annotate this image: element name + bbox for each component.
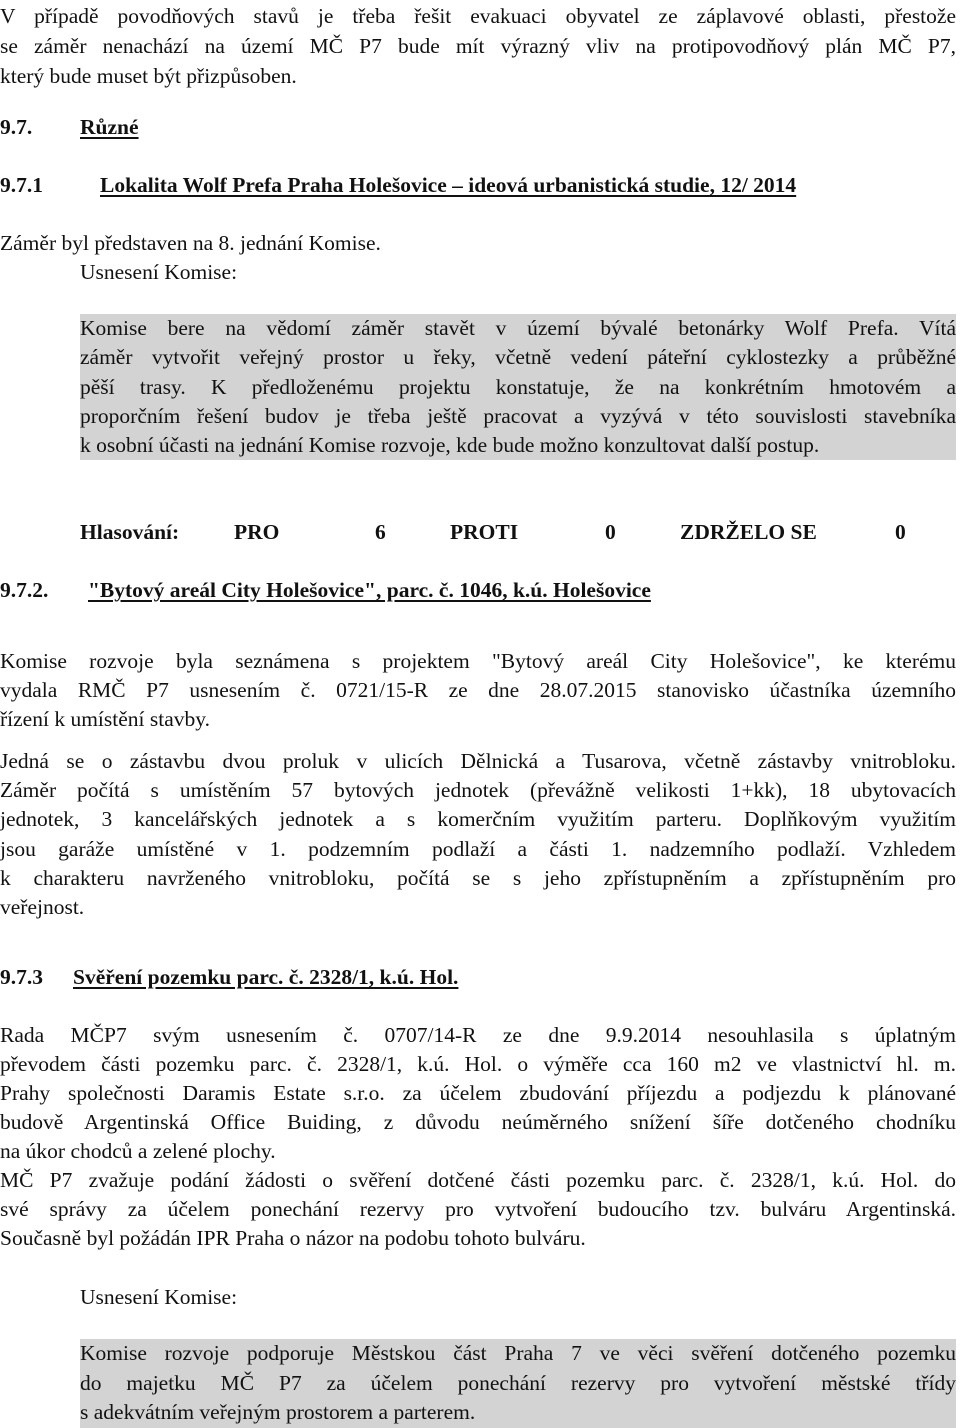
intro-line-2: se záměr nenachází na území MČ P7 bude mít výrazný vliv na protipovodňový plán MČ P7, xyxy=(0,34,956,58)
section-title: Různé xyxy=(80,115,139,139)
item-972-para2-line-5: k charakteru navrženého vnitrobloku, počítá se s jeho zpřístupněním a zpřístupněním pro xyxy=(0,866,956,890)
item-973-number: 9.7.3 xyxy=(0,965,43,989)
item-971-resolution-line-5: k osobní účasti na jednání Komise rozvoje, kde bude možno konzultovat další postup. xyxy=(80,433,820,457)
item-973-para-line-1: Rada MČP7 svým usnesením č. 0707/14-R ze dne 9.9.2014 nesouhlasila s úplatným xyxy=(0,1023,956,1047)
item-972-para1-line-2: vydala RMČ P7 usnesením č. 0721/15-R ze dne 28.07.2015 stanovisko účastníka územního xyxy=(0,678,956,702)
item-972-title: "Bytový areál City Holešovice", parc. č. 1046, k.ú. Holešovice xyxy=(88,578,651,602)
item-972-para2-line-4: jsou garáže umístěné v 1. podzemním podlaží a části 1. nadzemního podlaží. Vzhledem xyxy=(0,837,956,861)
item-973-para-line-3: Prahy společnosti Daramis Estate s.r.o. za účelem zbudování příjezdu a podjezdu k plánované xyxy=(0,1081,956,1105)
item-973-resolution-label: Usnesení Komise: xyxy=(80,1285,238,1309)
item-973-resolution-line-3: s adekvátním veřejným prostorem a parterem. xyxy=(80,1400,476,1424)
item-973-title: Svěření pozemku parc. č. 2328/1, k.ú. Hol. xyxy=(73,965,459,989)
item-973-para-line-6: MČ P7 zvažuje podání žádosti o svěření dotčené části pozemku parc. č. 2328/1, k.ú. Hol. do xyxy=(0,1168,956,1192)
item-972-para2-line-1: Jedná se o zástavbu dvou proluk v ulicích Dělnická a Tusarova, včetně zástavby vnitrobloku. xyxy=(0,749,956,773)
item-972-number: 9.7.2. xyxy=(0,578,49,602)
vote-zdrzelo-label: ZDRŽELO SE xyxy=(680,520,817,544)
item-971-intro: Záměr byl představen na 8. jednání Komise. xyxy=(0,231,381,255)
intro-line-3: který bude muset být přizpůsoben. xyxy=(0,64,297,88)
item-972-para2-line-2: Záměr počítá s umístěním 57 bytových jednotek (převážně velikosti 1+kk), 18 ubytovacích xyxy=(0,778,956,802)
item-971-resolution-line-1: Komise bere na vědomí záměr stavět v území bývalé betonárky Wolf Prefa. Vítá xyxy=(80,316,956,340)
item-973-resolution-line-2: do majetku MČ P7 za účelem ponechání rezervy pro vytvoření městské třídy xyxy=(80,1371,956,1395)
item-972-para1-line-1: Komise rozvoje byla seznámena s projektem "Bytový areál City Holešovice", ke kterému xyxy=(0,649,956,673)
item-972-para2-line-6: veřejnost. xyxy=(0,895,85,919)
item-971-resolution-line-2: záměr vytvořit veřejný prostor u řeky, včetně vedení páteřní cyklostezky a průběžné xyxy=(80,345,956,369)
item-973-para-line-4: budově Argentinská Office Buiding, z důvodu neúměrného snížení šíře dotčeného chodníku xyxy=(0,1110,956,1134)
vote-proti-value: 0 xyxy=(605,520,616,544)
item-973-para-line-5: na úkor chodců a zelené plochy. xyxy=(0,1139,276,1163)
section-number: 9.7. xyxy=(0,115,33,139)
item-971-title: Lokalita Wolf Prefa Praha Holešovice – ideová urbanistická studie, 12/ 2014 xyxy=(100,173,797,197)
vote-proti-label: PROTI xyxy=(450,520,519,544)
intro-line-1: V případě povodňových stavů je třeba řešit evakuaci obyvatel ze záplavové oblasti, přestože xyxy=(0,4,956,28)
vote-label: Hlasování: xyxy=(80,520,180,544)
item-973-para-line-7: své správy za účelem ponechání rezervy pro vytvoření budoucího tzv. bulváru Argentinská. xyxy=(0,1197,956,1221)
item-972-para2-line-3: jednotek, 3 kancelářských jednotek a s komerčním využitím parteru. Doplňkovým využitím xyxy=(0,807,956,831)
item-971-resolution-line-4: proporčním řešení budov je třeba ještě pracovat a vyzývá v této souvislosti stavebníka xyxy=(80,404,956,428)
vote-zdrzelo-value: 0 xyxy=(895,520,906,544)
item-973-para-line-2: převodem části pozemku parc. č. 2328/1, k.ú. Hol. o výměře cca 160 m2 ve vlastnictví hl. m. xyxy=(0,1052,956,1076)
item-972-para1-line-3: řízení k umístění stavby. xyxy=(0,707,210,731)
item-973-para-line-8: Současně byl požádán IPR Praha o názor na podobu tohoto bulváru. xyxy=(0,1226,586,1250)
item-971-resolution-label: Usnesení Komise: xyxy=(80,260,238,284)
item-973-resolution-line-1: Komise rozvoje podporuje Městskou část Praha 7 ve věci svěření dotčeného pozemku xyxy=(80,1341,956,1365)
vote-pro-label: PRO xyxy=(234,520,280,544)
item-971-resolution-line-3: pěší trasy. K předloženému projektu konstatuje, že na konkrétním hmotovém a xyxy=(80,375,956,399)
vote-pro-value: 6 xyxy=(375,520,386,544)
item-971-number: 9.7.1 xyxy=(0,173,43,197)
